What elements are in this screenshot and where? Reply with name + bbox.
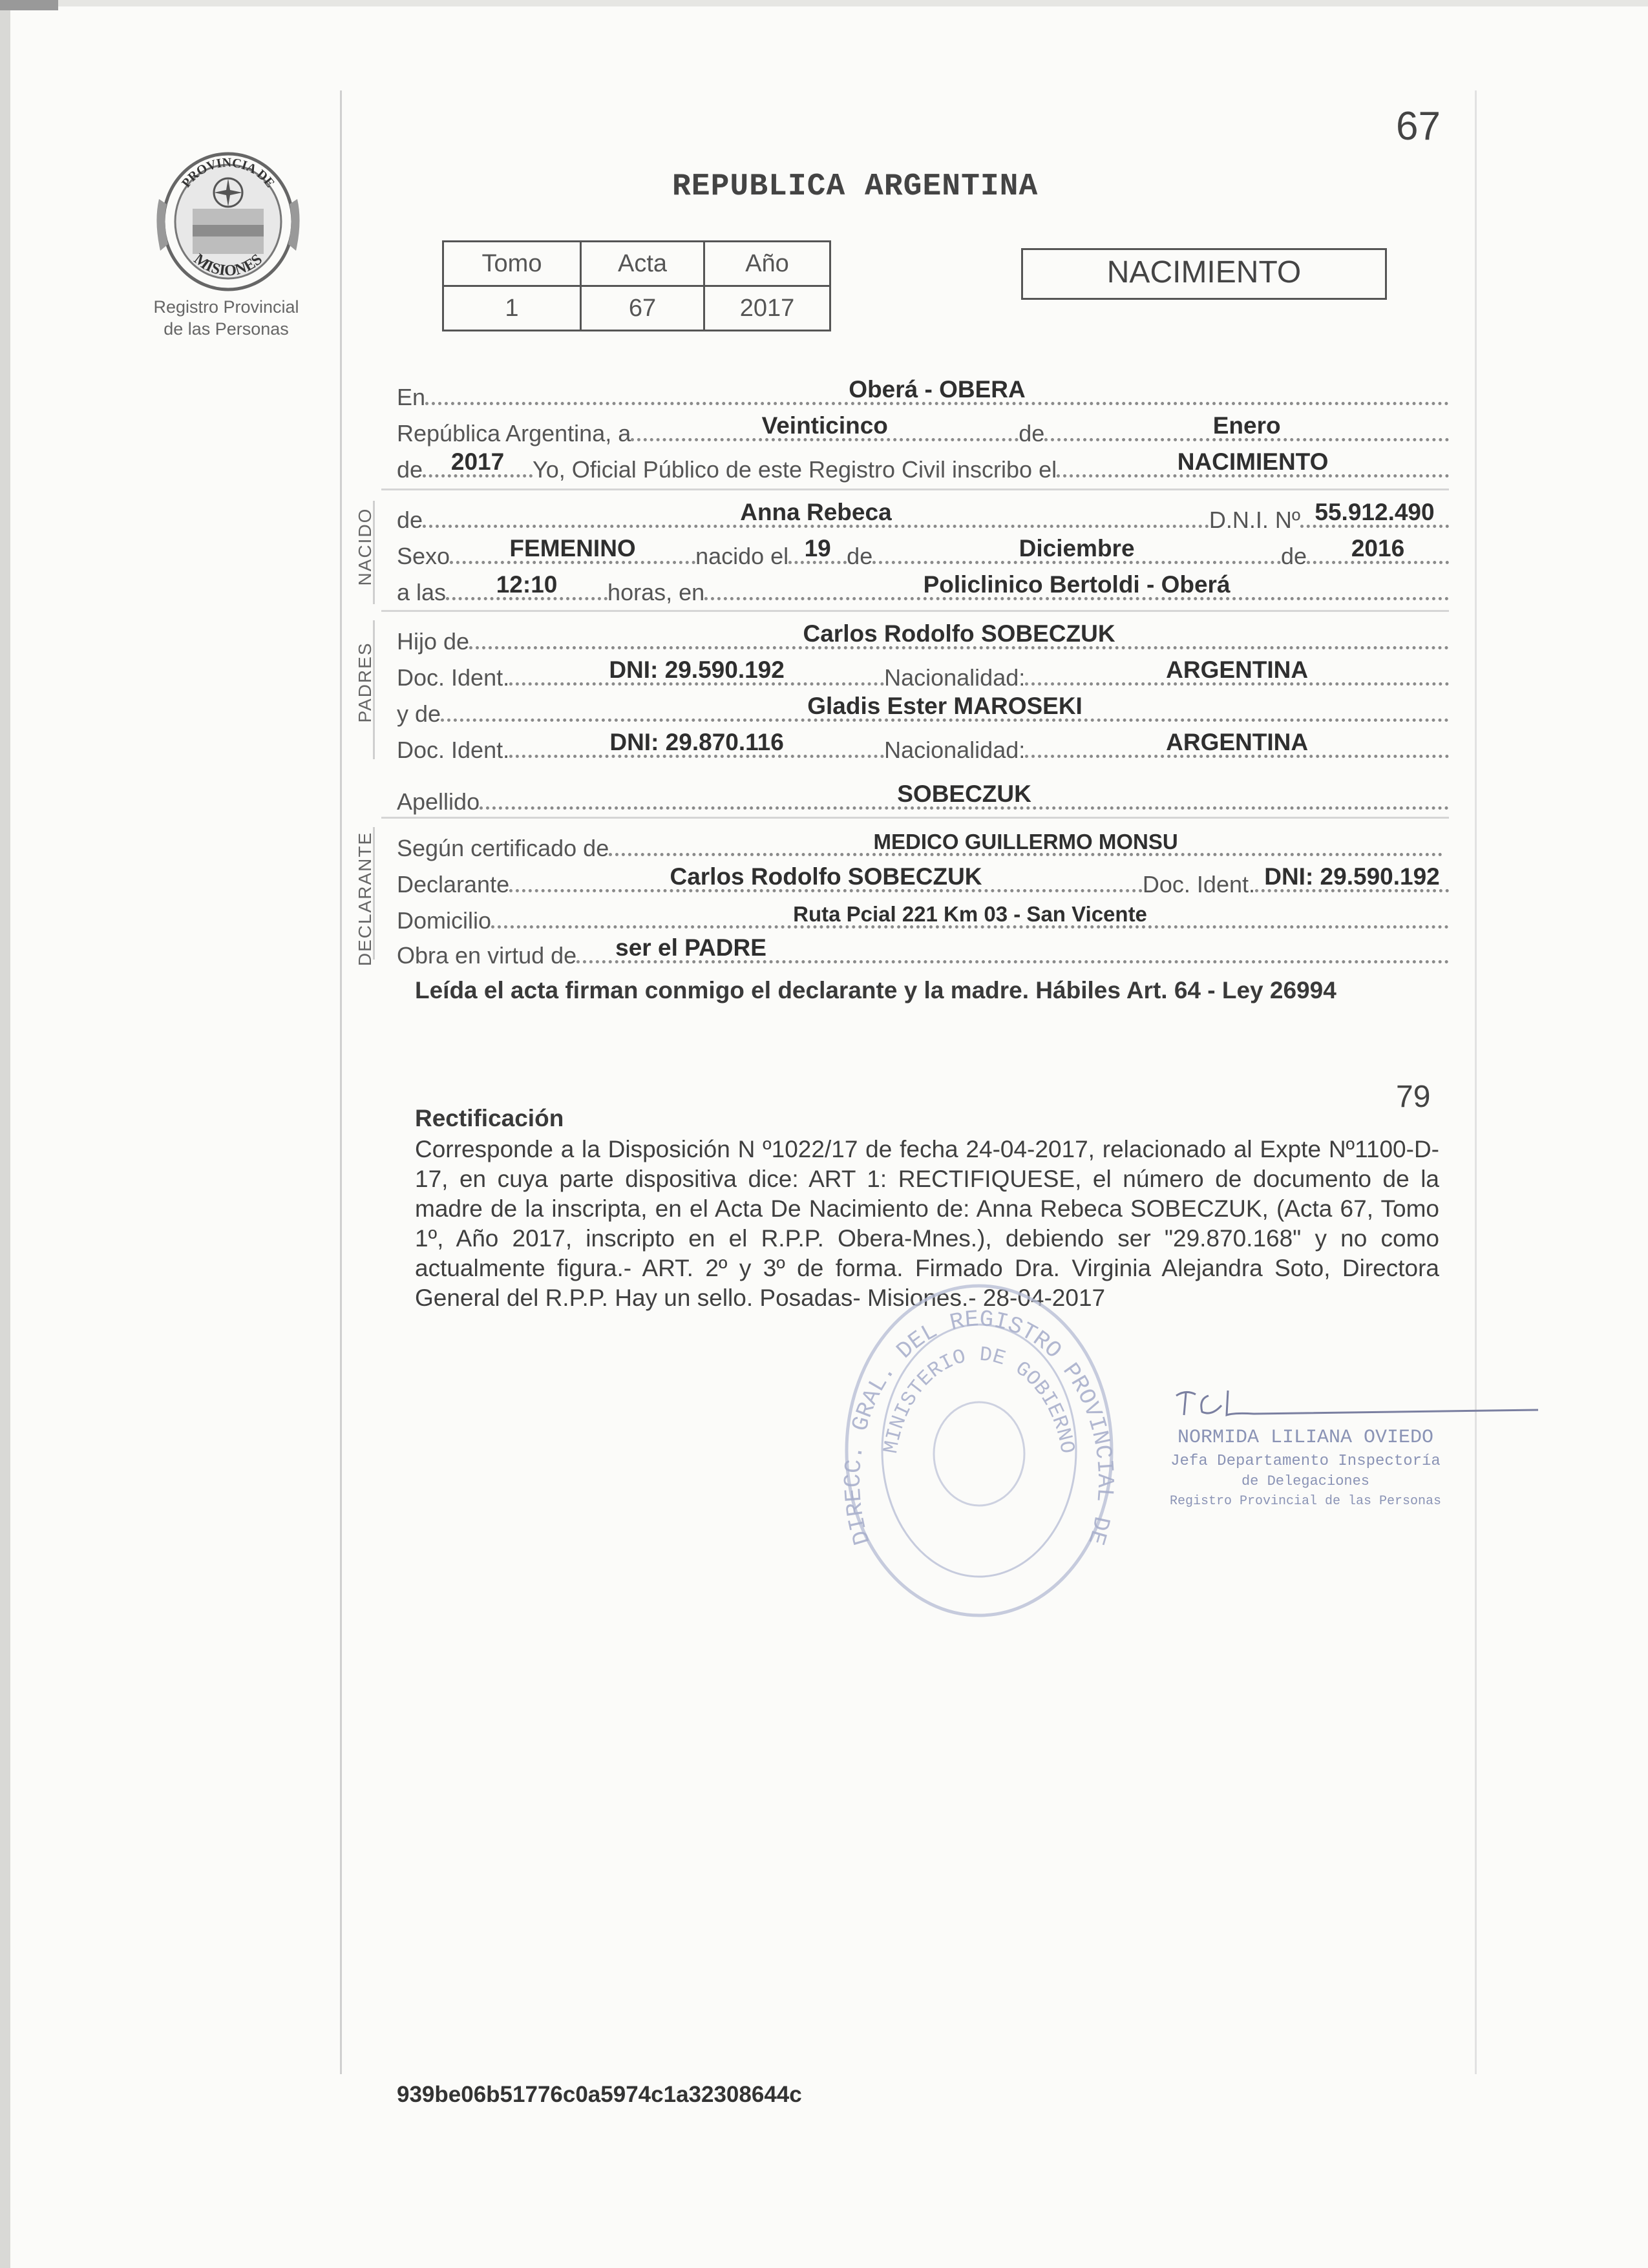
separator — [381, 488, 1449, 490]
svg-text:DIRECC. GRAL. DEL REGISTRO PRO — [840, 1306, 1118, 1548]
child-name-value: Anna Rebeca — [740, 499, 892, 525]
row-place — [397, 373, 1449, 412]
sexo-label: Sexo — [397, 543, 450, 569]
anio-value: 2017 — [704, 286, 830, 331]
left-margin-line — [340, 90, 342, 2074]
birth-time-value: 12:10 — [496, 571, 558, 598]
horas-en-label: horas, en — [607, 579, 705, 605]
page-edge — [0, 0, 10, 2268]
registry-label — [123, 296, 330, 340]
signature-name: NORMIDA LILIANA OVIEDO — [1177, 1427, 1434, 1449]
seal-top-text: PROVINCIA DE — [179, 155, 277, 191]
acta-header: Acta — [581, 242, 704, 286]
apellido-value: SOBECZUK — [897, 781, 1031, 807]
reference-table — [442, 240, 831, 331]
declarante-section-label: DECLARANTE — [355, 831, 375, 967]
obra-value: ser el PADRE — [615, 934, 766, 961]
mother-nationality-value: ARGENTINA — [1166, 729, 1309, 755]
anio-header: Año — [704, 242, 830, 286]
birth-place-value: Policlinico Bertoldi - Oberá — [923, 571, 1231, 598]
certificado-value: MEDICO GUILLERMO MONSU — [873, 830, 1178, 854]
child-dni-value: 55.912.490 — [1315, 499, 1435, 525]
signature-org: Registro Provincial de las Personas — [1169, 1494, 1442, 1509]
doc-ident-label: Doc. Ident. — [1142, 871, 1255, 898]
inscribe-text: Yo, Oficial Público de este Registro Civil inscribo el — [533, 456, 1057, 483]
row-time-place — [397, 569, 1449, 607]
father-name-value: Carlos Rodolfo SOBECZUK — [803, 620, 1115, 647]
declarante-value: Carlos Rodolfo SOBECZUK — [670, 863, 982, 890]
closing-statement: Leída el acta firman conmigo el declarante y la madre. Hábiles Art. 64 - Ley 26994 — [415, 977, 1336, 1003]
row-mother-doc — [397, 726, 1449, 765]
registry-label-line2: de las Personas — [164, 319, 289, 339]
nacionalidad-label: Nacionalidad: — [884, 664, 1026, 691]
year-value: 2017 — [450, 448, 505, 475]
row-date — [397, 410, 1449, 448]
tomo-header: Tomo — [443, 242, 581, 286]
document-type-box: NACIMIENTO — [1021, 248, 1387, 300]
domicilio-label: Domicilio — [397, 907, 492, 934]
mother-doc-value: DNI: 29.870.116 — [609, 729, 784, 755]
right-margin-line — [1475, 90, 1477, 2074]
domicilio-value: Ruta Pcial 221 Km 03 - San Vicente — [793, 902, 1147, 926]
provincial-seal-icon — [154, 147, 302, 296]
separator — [381, 610, 1449, 612]
row-father-doc — [397, 654, 1449, 693]
de-name-label: de — [397, 507, 423, 533]
row-sex-birth — [397, 532, 1449, 571]
y-de-label: y de — [397, 700, 441, 727]
birth-day-value: 19 — [804, 535, 831, 562]
padres-section-label: PADRES — [355, 642, 375, 723]
doc-ident-label: Doc. Ident. — [397, 737, 510, 763]
republica-label: República Argentina, a — [397, 420, 631, 446]
seal-bottom-text: MISIONES — [190, 250, 266, 280]
rectification-body: Corresponde a la Disposición N º1022/17 de fecha 24-04-2017, relacionado al Expte Nº1100-D-17, en cuya parte dispositiva dice: ART 1: RECTIFIQUESE, el número de documento de la madre de la inscripta, en el Acta De Nacimiento de: Anna Rebeca SOBECZUK, (Acta 67, Tomo 1º, Año 2017, inscripto en el R.P.P. Obera-Mnes.), debiendo ser "29.870.168" y no como actualmente figura.- ART. 2º y 3º de forma. Firmado Dra. Virginia Alejandra Soto, Directora General del R.P.P. Hay un sello. Posadas- Misiones.- 28-04-2017 — [415, 1136, 1439, 1311]
row-year — [397, 446, 1449, 485]
registry-label-line1: Registro Provincial — [153, 297, 299, 317]
de-month-label: de — [847, 543, 873, 569]
month-value: Enero — [1212, 412, 1281, 439]
birth-year-value: 2016 — [1351, 535, 1405, 562]
dni-label: D.N.I. Nº — [1209, 507, 1300, 533]
row-name — [397, 496, 1449, 535]
row-apellido — [397, 778, 1449, 817]
nacido-section-label: NACIDO — [355, 507, 375, 586]
father-doc-value: DNI: 29.590.192 — [609, 656, 785, 683]
declarante-doc-value: DNI: 29.590.192 — [1264, 863, 1440, 890]
stamp-inner-text: MINISTERIO DE GOBIERNO — [879, 1342, 1079, 1456]
birth-month-value: Diciembre — [1019, 535, 1135, 562]
en-label: En — [397, 384, 426, 410]
page-edge-top — [0, 0, 1648, 6]
sexo-value: FEMENINO — [509, 535, 636, 562]
de-year-label: de — [397, 456, 423, 483]
de-label: de — [1019, 420, 1045, 446]
apellido-label: Apellido — [397, 788, 480, 815]
reference-table-header-row — [443, 242, 830, 286]
a-las-label: a las — [397, 579, 447, 605]
rectification-number: 79 — [1396, 1080, 1431, 1114]
official-stamp-icon — [834, 1279, 1125, 1622]
page-title: REPUBLICA ARGENTINA — [672, 169, 1039, 204]
de-year-birth-label: de — [1280, 543, 1307, 569]
doc-ident-label: Doc. Ident. — [397, 664, 510, 691]
event-value: NACIMIENTO — [1177, 448, 1329, 475]
separator — [381, 817, 1449, 819]
mother-name-value: Gladis Ester MAROSEKI — [807, 693, 1083, 719]
rectification-heading: Rectificación — [415, 1105, 564, 1131]
corner-mark — [0, 0, 58, 10]
signature-title: Jefa Departamento Inspectoría — [1170, 1453, 1441, 1470]
row-declarante — [397, 861, 1449, 899]
place-value: Oberá - OBERA — [849, 376, 1026, 403]
row-father — [397, 618, 1449, 656]
row-domicilio — [397, 897, 1449, 936]
day-words-value: Veinticinco — [761, 412, 888, 439]
page-number: 67 — [1396, 104, 1441, 149]
row-mother — [397, 690, 1449, 729]
declarante-label: Declarante — [397, 871, 510, 898]
reference-table-value-row — [443, 286, 830, 331]
tomo-value: 1 — [443, 286, 581, 331]
hijo-de-label: Hijo de — [397, 628, 470, 655]
acta-value: 67 — [581, 286, 704, 331]
nacionalidad-label: Nacionalidad: — [884, 737, 1026, 763]
signature-dept: de Delegaciones — [1241, 1473, 1370, 1489]
nacido-el-label: nacido el — [695, 543, 789, 569]
row-certificado — [397, 824, 1449, 863]
certificado-label: Según certificado de — [397, 835, 609, 861]
document-hash: 939be06b51776c0a5974c1a32308644c — [397, 2082, 802, 2107]
stamp-outer-text: DIRECC. GRAL. DEL REGISTRO PROVINCIAL DE — [840, 1306, 1119, 1548]
father-nationality-value: ARGENTINA — [1166, 656, 1309, 683]
signature-block — [1125, 1376, 1564, 1531]
row-obra — [397, 932, 1449, 971]
obra-label: Obra en virtud de — [397, 942, 577, 969]
